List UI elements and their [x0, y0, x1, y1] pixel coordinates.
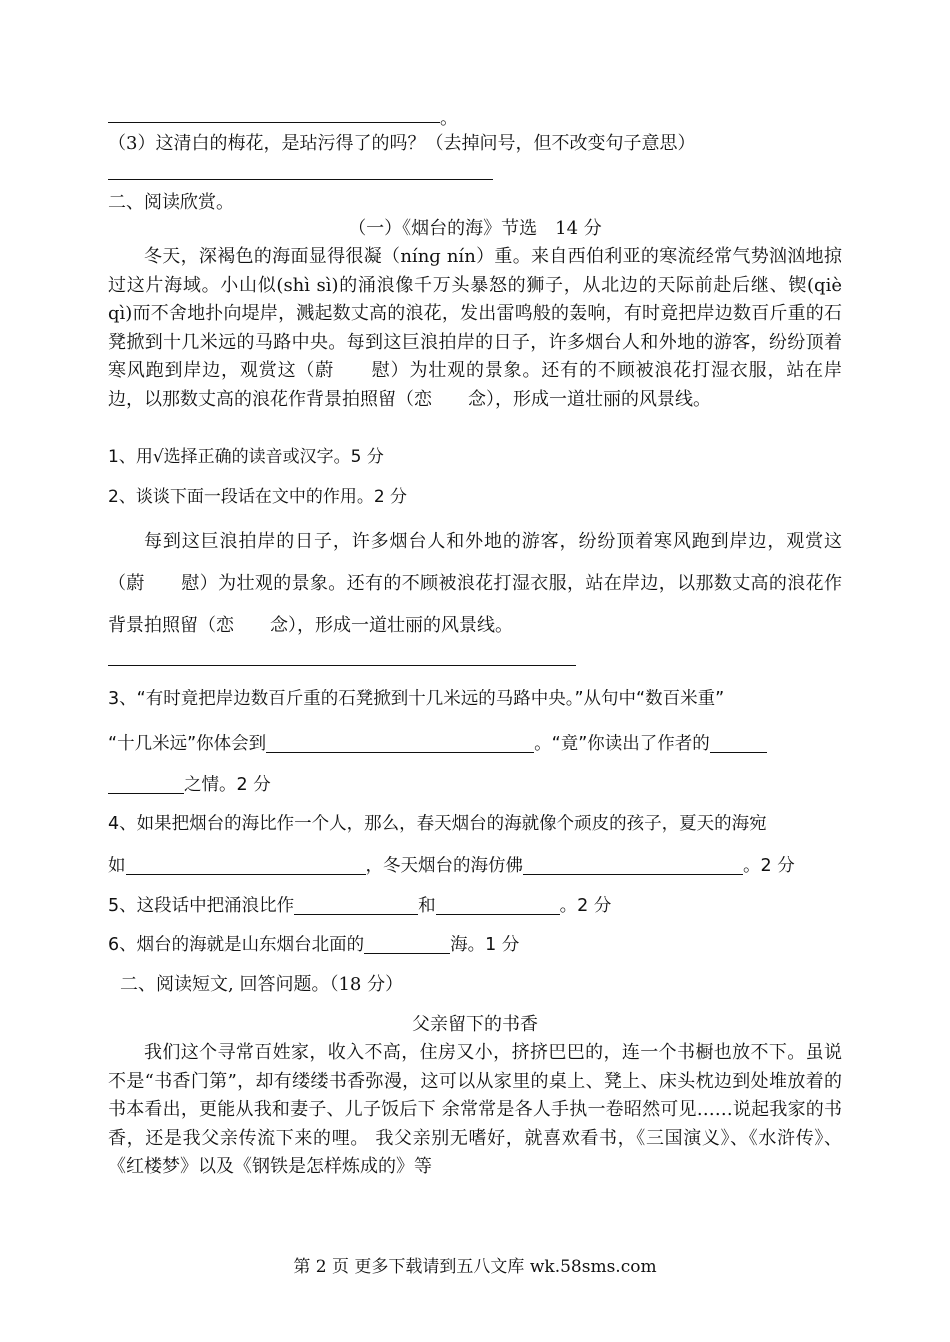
question-6 [108, 932, 842, 958]
question-1: 1、用√选择正确的读音或汉字。5 分 [108, 447, 384, 467]
question-3-line-3 [108, 772, 842, 798]
answer-blank[interactable] [436, 896, 560, 915]
q5-text-b: 和 [418, 896, 436, 916]
answer-blank[interactable] [710, 734, 767, 753]
q4-text-b: ，冬天烟台的海仿佛 [365, 856, 523, 876]
q4-text-c: 。2 分 [743, 856, 795, 876]
question-3-prompt: （3）这清白的梅花，是玷污得了的吗？（去掉问号，但不改变句子意思） [108, 133, 696, 154]
question-3-line-1: 3、“有时竟把岸边数百斤重的石凳掀到十几米远的马路中央。”从句中“数百米重” [108, 689, 725, 709]
article-text: 我们这个寻常百姓家，收入不高，住房又小，挤挤巴巴的，连一个书橱也放不下。虽说不是“书香门第”，却有缕缕书香弥漫，这可以从家里的桌上、凳上、床头枕边到处堆放着的书本看出，更能从我和妻子、儿子饭后下 余常常是各人手执一卷昭然可见……说起我家的书香，还是我父亲传流下来的哩。 我父亲别无嗜好，就喜欢看书，《三国演义》、《水浒传》、《红楼梦》以及《钢铁是怎样炼成的》等 [108, 1042, 842, 1178]
answer-blank[interactable] [266, 734, 534, 753]
question-4-line-1: 4、如果把烟台的海比作一个人，那么，春天烟台的海就像个顽皮的孩子，夏天的海宛 [108, 814, 767, 834]
answer-blank[interactable] [108, 775, 184, 794]
answer-blank[interactable] [294, 896, 418, 915]
passage-text: 冬天，深褐色的海面显得很凝（nínɡ nín）重。来自西伯利亚的寒流经常气势汹汹地掠过这片海域。小山似(shì sì)的涌浪像千万头暴怒的狮子，从北边的天际前赴后继、锲(qiè qì)而不舍地扑向堤岸，溅起数丈高的浪花，发出雷鸣般的轰响，有时竟把岸边数百斤重的石凳掀到十几米远的马路中央。每到这巨浪拍岸的日子，许多烟台人和外地的游客，纷纷顶着寒风跑到岸边，观赏这（蔚 慰）为壮观的景象。还有的不顾被浪花打湿衣服，站在岸边，以那数丈高的浪花作背景拍照留（恋 念），形成一道壮丽的风景线。 [108, 246, 860, 410]
passage-subtitle: （一）《烟台的海》节选 14 分 [348, 218, 602, 239]
question-5 [108, 893, 842, 919]
page-footer: 第 2 页 更多下载请到五八文库 wk.58sms.com [293, 1257, 657, 1277]
answer-line [108, 665, 576, 666]
question-4-line-2 [108, 853, 842, 879]
answer-blank[interactable] [523, 856, 743, 875]
q3-text-c: 之情。2 分 [184, 775, 271, 795]
sentence-end-mark: 。 [440, 108, 458, 129]
section-heading-2: 二、阅读短文, 回答问题。（18 分） [120, 974, 404, 995]
q6-text-b: 海。1 分 [450, 935, 520, 955]
q3-text-b: 。“竟”你读出了作者的 [534, 734, 710, 754]
question-2-passage: 每到这巨浪拍岸的日子，许多烟台人和外地的游客，纷纷顶着寒风跑到岸边，观赏这（蔚 慰）为壮观的景象。还有的不顾被浪花打湿衣服，站在岸边，以那数丈高的浪花作背景拍照留（恋 念），形成一道壮丽的风景线。 [108, 531, 842, 636]
q6-text-a: 6、烟台的海就是山东烟台北面的 [108, 935, 365, 955]
q3-text-a: “十几米远”你体会到 [108, 734, 267, 754]
section-heading: 二、阅读欣赏。 [108, 192, 234, 213]
question-2: 2、谈谈下面一段话在文中的作用。2 分 [108, 487, 408, 507]
answer-line [108, 122, 440, 123]
q4-text-a: 如 [108, 856, 126, 876]
q5-text-a: 5、这段话中把涌浪比作 [108, 896, 295, 916]
answer-line [108, 179, 493, 180]
q5-text-c: 。2 分 [559, 896, 612, 916]
answer-blank[interactable] [364, 935, 450, 954]
answer-blank[interactable] [126, 856, 366, 875]
article-title: 父亲留下的书香 [412, 1014, 538, 1035]
question-3-line-2 [108, 731, 842, 757]
